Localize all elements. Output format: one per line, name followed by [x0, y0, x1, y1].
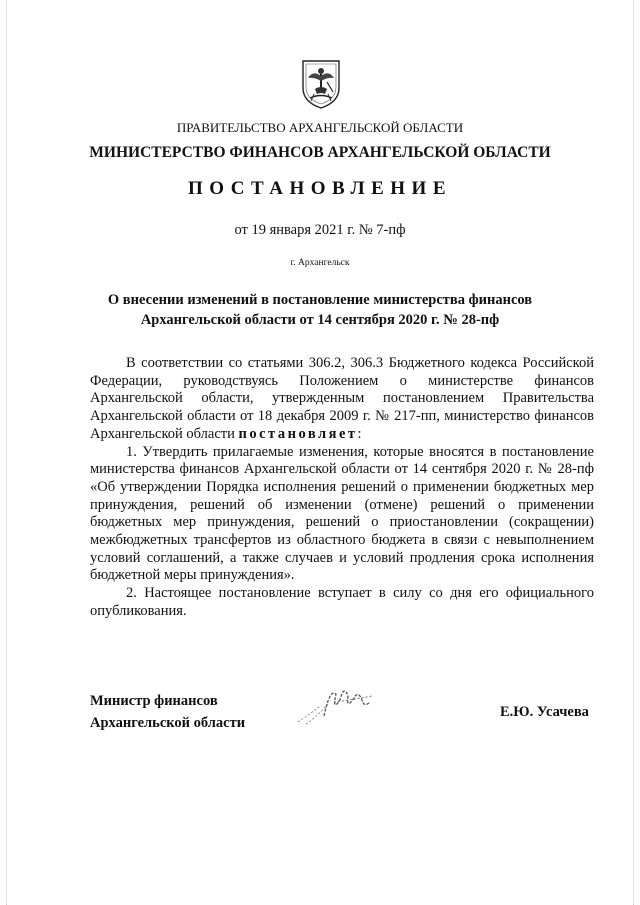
paragraph-preamble-text: В соответствии со статьями 306.2, 306.3 Бюджетного кодекса Российской Федерации, руководствуясь Положением о министерстве финансов Архангельской области, утвержденным постановлением Правительства Архангельской области от 18 декабря 2009 г. № 217-пп, министерство финансов Архангельской области — [90, 355, 594, 442]
paragraph-item-2: 2. Настоящее постановление вступает в силу со дня его официального опубликования. — [90, 585, 594, 619]
document-title-line-2: Архангельской области от 14 сентября 2020 г. № 28-пф — [140, 312, 500, 328]
resolution-verb: постановляет — [238, 425, 358, 442]
document-date-number: от 19 января 2021 г. № 7-пф — [234, 222, 406, 238]
paragraph-item-1: 1. Утвердить прилагаемые изменения, которые вносятся в постановление министерства финансов Архангельской области от 14 сентября 2020 г. № 28-пф «Об утверждении Порядка исполнения решений о применении бюджетных мер принуждения, решений об изменении (отмене) решений о применении бюджетных мер принуждения, решений о приостановлении (сокращении) межбюджетных трансфертов из областного бюджета в связи с невыполнением условий соглашений, а также случаев и условий продления срока исполнения бюджетной меры принуждения». — [90, 443, 594, 584]
coat-of-arms-icon — [300, 58, 342, 110]
signer-name: Е.Ю. Усачева — [500, 704, 589, 720]
handwritten-signature-icon — [290, 672, 390, 732]
document-title — [0, 290, 640, 330]
government-name: ПРАВИТЕЛЬСТВО АРХАНГЕЛЬСКОЙ ОБЛАСТИ — [176, 120, 464, 135]
signer-position — [90, 690, 245, 734]
document-type: ПОСТАНОВЛЕНИЕ — [187, 178, 453, 199]
document-body — [90, 355, 594, 621]
ministry-name: МИНИСТЕРСТВО ФИНАНСОВ АРХАНГЕЛЬСКОЙ ОБЛАСТИ — [89, 144, 551, 161]
paragraph-preamble-end: : — [357, 425, 362, 442]
signer-position-line-1: Министр финансов — [90, 693, 218, 709]
signer-position-line-2: Архангельской области — [90, 715, 246, 731]
document-city: г. Архангельск — [290, 258, 350, 268]
document-title-line-1: О внесении изменений в постановление министерства финансов — [107, 292, 533, 308]
paragraph-preamble — [90, 355, 594, 444]
